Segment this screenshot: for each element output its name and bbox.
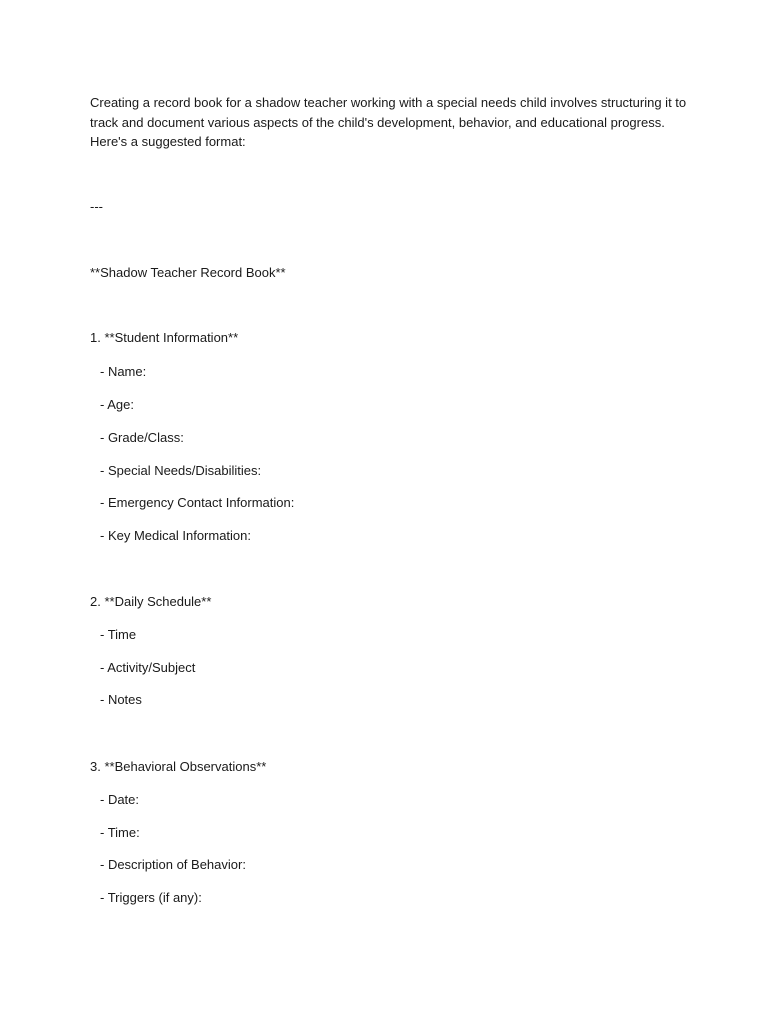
list-item: - Name: (100, 364, 147, 379)
list-item: - Notes (100, 692, 142, 707)
section-heading-daily-schedule: 2. **Daily Schedule** (90, 594, 212, 609)
list-item: - Time (100, 627, 137, 642)
intro-paragraph (90, 93, 690, 152)
list-item: - Time: (100, 825, 140, 840)
list-item: - Emergency Contact Information: (100, 495, 295, 510)
section-heading-student-information: 1. **Student Information** (90, 330, 239, 345)
list-item: - Age: (100, 397, 134, 412)
section-heading-behavioral-observations: 3. **Behavioral Observations** (90, 759, 267, 774)
list-item: - Grade/Class: (100, 430, 184, 445)
list-item: - Key Medical Information: (100, 528, 252, 543)
intro-line: Creating a record book for a shadow teacher working with a special needs child involves structuring it to (90, 95, 687, 110)
list-item: - Triggers (if any): (100, 890, 202, 905)
list-item: - Activity/Subject (100, 660, 196, 675)
document-title: **Shadow Teacher Record Book** (90, 265, 286, 280)
list-item: - Description of Behavior: (100, 857, 246, 872)
separator: --- (90, 199, 103, 214)
intro-line: track and document various aspects of the child's development, behavior, and educational progress. (90, 114, 665, 130)
list-item: - Date: (100, 792, 140, 807)
intro-line: Here's a suggested format: (90, 134, 246, 149)
list-item: - Special Needs/Disabilities: (100, 463, 262, 478)
